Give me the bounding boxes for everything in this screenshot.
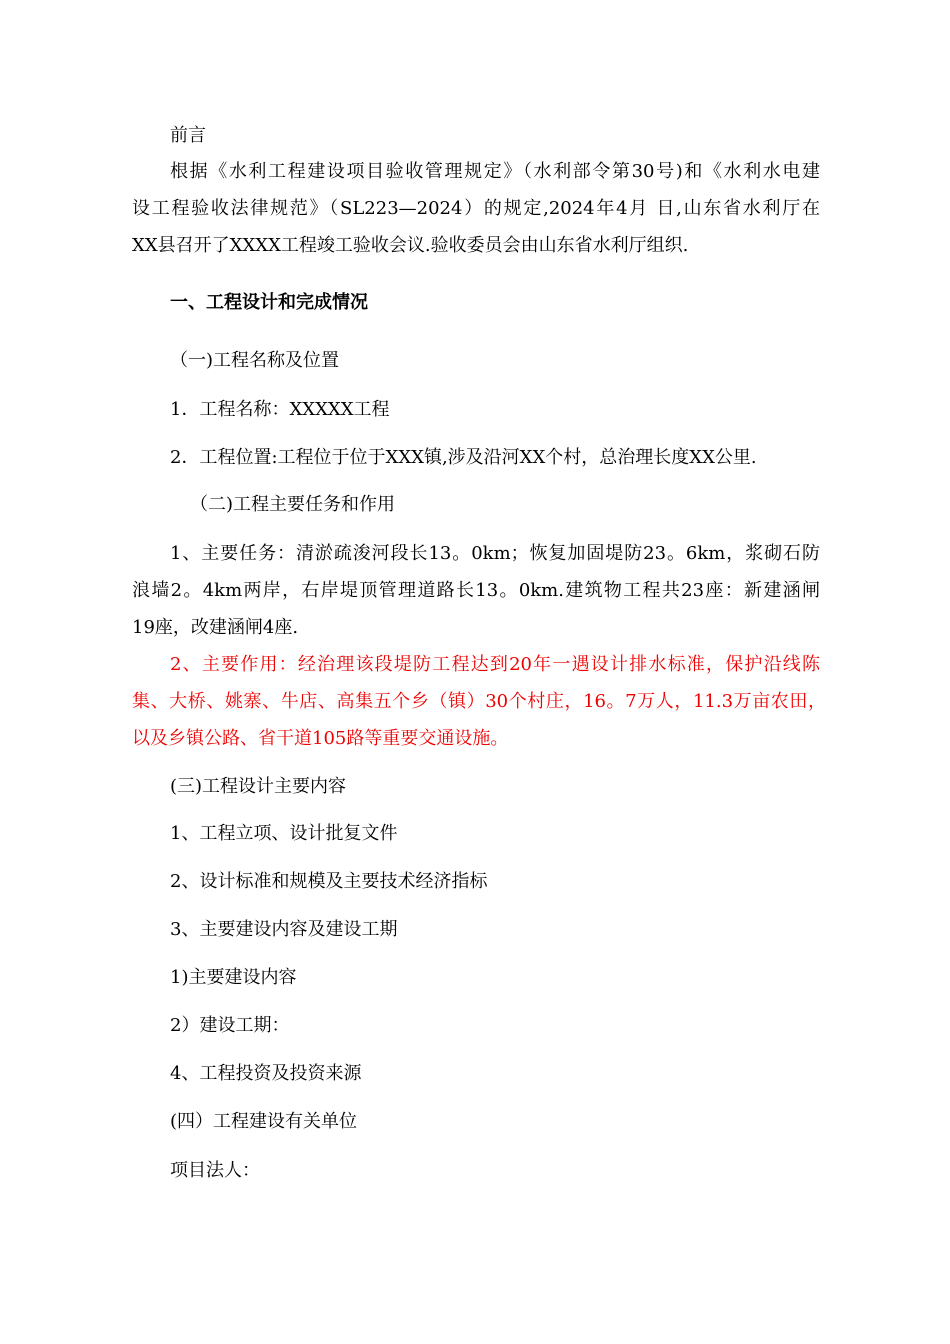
design-item: 3、主要建设内容及建设工期: [170, 919, 398, 940]
project-name-item: 1．工程名称：XXXXX工程: [170, 399, 390, 420]
tasks-line-2: 浪墙2。4km两岸，右岸堤顶管理道路长13。0km.建筑物工程共23座：新建涵闸: [132, 580, 820, 601]
design-item: 1)主要建设内容: [170, 967, 297, 988]
role-line-2: 集、大桥、姚寨、牛店、高集五个乡（镇）30个村庄，16。7万人，11.3万亩农田，: [132, 691, 826, 712]
tasks-line-3: 19座，改建涵闸4座.: [132, 617, 299, 638]
subsection-heading-2: （二)工程主要任务和作用: [190, 494, 396, 515]
design-item: 2、设计标准和规模及主要技术经济指标: [170, 871, 488, 892]
preface-line-3: XX县召开了XXXX工程竣工验收会议.验收委员会由山东省水利厅组织.: [132, 235, 689, 256]
role-line-1: 2、主要作用：经治理该段堤防工程达到20年一遇设计排水标准，保护沿线陈: [170, 654, 820, 675]
role-line-3: 以及乡镇公路、省干道105路等重要交通设施。: [132, 728, 509, 749]
preface-heading: 前言: [170, 125, 206, 146]
section-heading-1: 一、工程设计和完成情况: [170, 292, 368, 313]
design-item: 4、工程投资及投资来源: [170, 1063, 362, 1084]
project-legal-person-label: 项目法人：: [170, 1160, 260, 1181]
design-item: 2）建设工期：: [170, 1015, 290, 1036]
subsection-heading-4: (四）工程建设有关单位: [170, 1111, 358, 1132]
design-item: 1、工程立项、设计批复文件: [170, 823, 398, 844]
preface-line-1: 根据《水利工程建设项目验收管理规定》（水利部令第30号)和《水利水电建: [170, 161, 820, 182]
subsection-heading-1: （一)工程名称及位置: [170, 350, 340, 371]
preface-line-2: 设工程验收法律规范》（SL223—2024）的规定,2024年4月 日,山东省水利厅在: [132, 198, 820, 219]
subsection-heading-3: (三)工程设计主要内容: [170, 776, 347, 797]
project-location-item: 2．工程位置:工程位于位于XXX镇,涉及沿河XX个村，总治理长度XX公里.: [170, 447, 757, 468]
tasks-line-1: 1、主要任务：清淤疏浚河段长13。0km；恢复加固堤防23。6km，浆砌石防: [170, 543, 820, 564]
